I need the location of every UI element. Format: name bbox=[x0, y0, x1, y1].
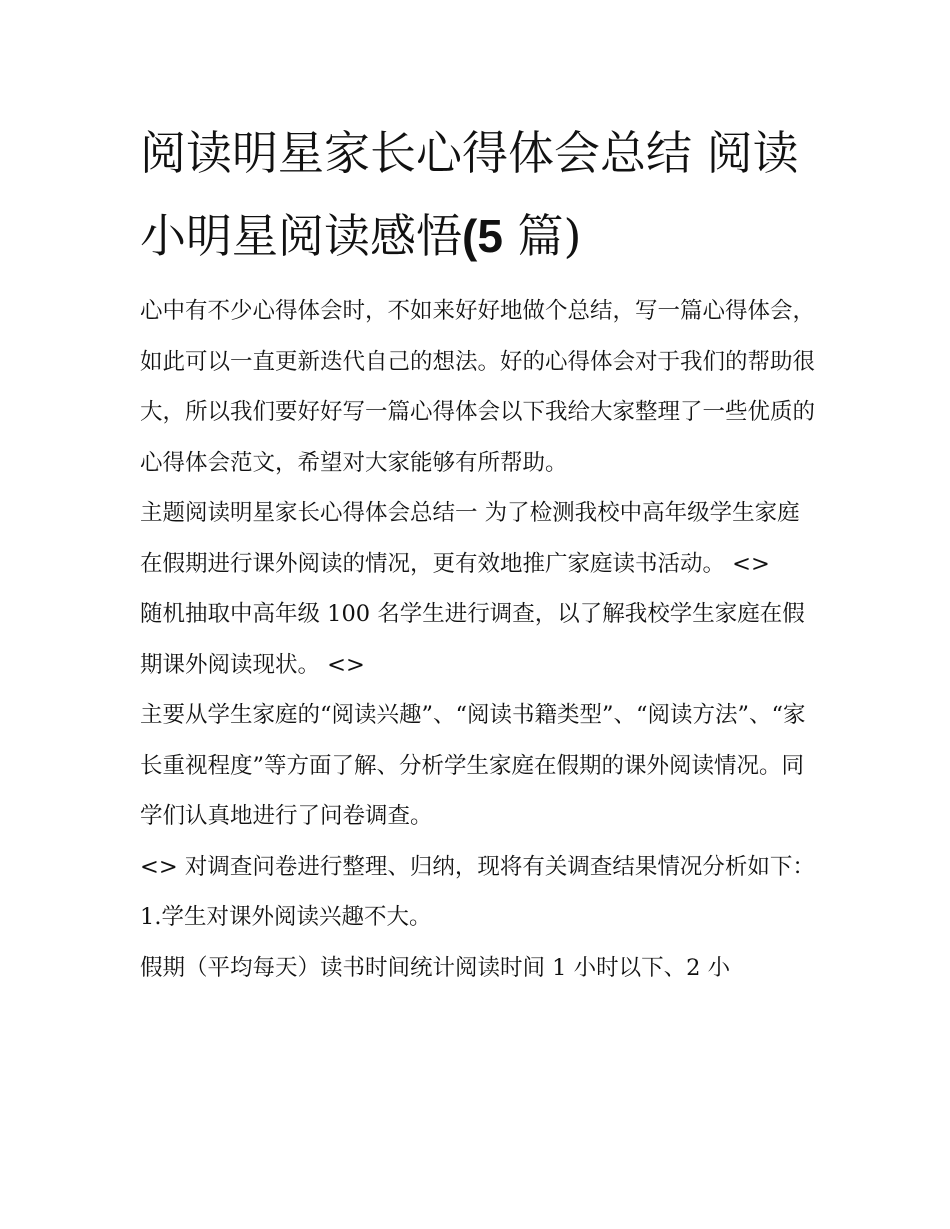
paragraph-reading-time: 假期（平均每天）读书时间统计阅读时间 1 小时以下、2 小 bbox=[140, 954, 731, 981]
title-suffix: 篇) bbox=[502, 209, 582, 263]
document-title bbox=[140, 112, 820, 278]
paragraph-topic-one: 主题阅读明星家长心得体会总结一 为了检测我校中高年级学生家庭在假期进行课外阅读的情况，更有效地推广家庭读书活动。 <> bbox=[140, 500, 800, 577]
paragraph-survey-aspects: 主要从学生家庭的“阅读兴趣”、“阅读书籍类型”、“阅读方法”、“家长重视程度”等方面了解、分析学生家庭在假期的课外阅读情况。同学们认真地进行了问卷调查。 bbox=[140, 702, 806, 829]
paragraph-intro: 心中有不少心得体会时，不如来好好地做个总结，写一篇心得体会，如此可以一直更新迭代自己的想法。好的心得体会对于我们的帮助很大，所以我们要好好写一篇心得体会以下我给大家整理了一些优质的心得体会范文，希望对大家能够有所帮助。 bbox=[140, 298, 816, 476]
title-text: 阅读明星家长心得体会总结 阅读小明星阅读感悟 bbox=[140, 126, 799, 263]
document-body bbox=[140, 112, 820, 993]
paragraph-results: <> 对调查问卷进行整理、归纳，现将有关调查结果情况分析如下： 1.学生对课外阅读兴趣不大。 bbox=[140, 853, 815, 930]
title-count: (5 bbox=[462, 210, 503, 262]
paragraph-survey-sample: 随机抽取中高年级 100 名学生进行调查，以了解我校学生家庭在假期课外阅读现状。 <> bbox=[140, 601, 805, 678]
